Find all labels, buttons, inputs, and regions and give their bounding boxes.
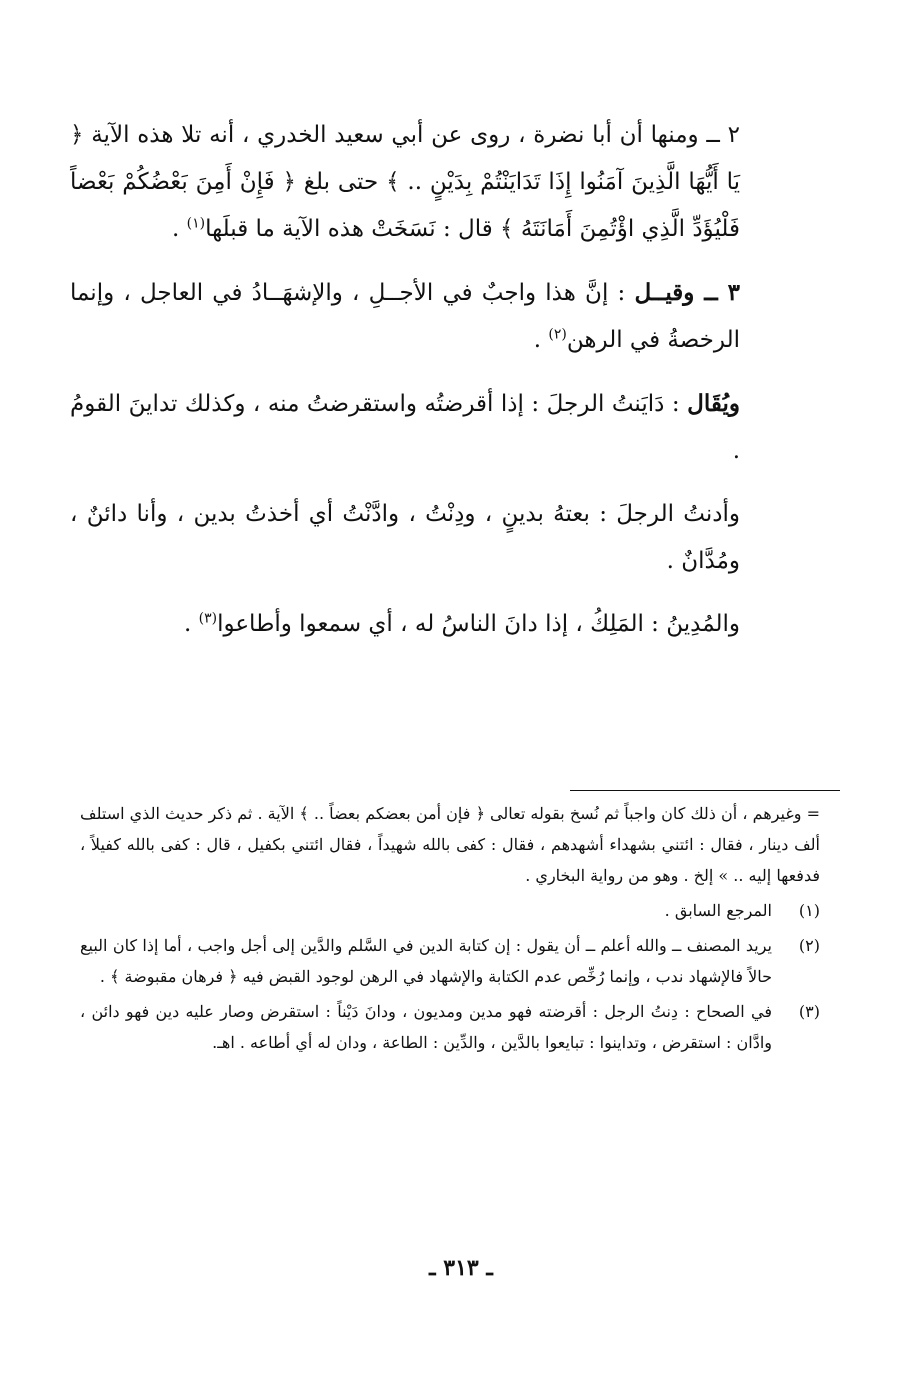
paragraph-yuqal <box>70 380 740 475</box>
footnote-number: (١) <box>798 901 820 920</box>
paragraph-lead: ويُقَال <box>687 390 740 417</box>
footnote-2 <box>80 930 820 992</box>
footnote-mark-3[interactable]: (٣) <box>198 610 218 627</box>
main-text <box>70 112 740 664</box>
paragraph-mudin <box>70 601 740 648</box>
paragraph-text: والمُدِينُ : المَلِكُ ، إذا دانَ الناسُ له ، أي سمعوا وأطاعوا <box>217 611 740 637</box>
paragraph-text: ٢ ــ ومنها أن أبا نضرة ، روى عن أبي سعيد الخدري ، أنه تلا هذه الآية ﴿ يَا أَيُّهَا الَّذِينَ آمَنُوا إِذَا تَدَايَنْتُمْ بِدَيْنٍ .. ﴾ حتى بلغ ﴿ فَإِنْ أَمِنَ بَعْضُكُمْ بَعْضاً فَلْيُؤَدِّ الَّذِي اؤْتُمِنَ أَمَانَتَهُ ﴾ قال : نَسَخَتْ هذه الآية ما قبلَها <box>70 122 740 242</box>
footnote-text: = وغيرهم ، أن ذلك كان واجباً ثم نُسخ بقوله تعالى ﴿ فإن أمن بعضكم بعضاً .. ﴾ الآية . ثم ذكر حديث الذي استلف ألف دينار ، فقال : ائتني بشهداء أشهدهم ، فقال : كفى بالله شهيداً ، فقال ائتني بكفيل ، قال : كفى بالله كفيلاً ، فدفعها إليه .. » إلخ . وهو من رواية البخاري . <box>80 804 820 885</box>
footnote-number: (٣) <box>798 1002 820 1021</box>
footnote-mark-1[interactable]: (١) <box>186 215 206 232</box>
paragraph-tail: . <box>533 327 549 353</box>
footnote-mark-2[interactable]: (٢) <box>548 326 567 343</box>
paragraph-text: : إنَّ هذا واجبٌ في الأجــلِ ، والإشهَــادُ في العاجل ، وإنما الرخصةُ في الرهن <box>70 280 740 353</box>
footnote-text: المرجع السابق . <box>664 901 772 920</box>
paragraph-tail: . <box>183 611 199 637</box>
footnote-text: في الصحاح : دِنتُ الرجل : أقرضته فهو مدين ومديون ، ودانَ دَيْناً : استقرض وصار عليه دين فهو دائن ، وادَّان : استقرض ، وتداينوا : تبايعوا بالدَّين ، والدِّين : الطاعة ، ودان له أي أطاعه . اهـ. <box>80 1002 772 1052</box>
footnote-1 <box>80 895 820 926</box>
footnote-text: يريد المصنف ــ والله أعلم ــ أن يقول : إن كتابة الدين في السَّلم والدَّين إلى أجل واجب ، أما إذا كان البيع حالاً فالإشهاد ندب ، وإنما رُخِّص عدم الكتابة والإشهاد في الرهن لوجود القبض فيه ﴿ فرهان مقبوضة ﴾ . <box>80 936 772 986</box>
footnotes <box>80 798 820 1062</box>
paragraph-tail: . <box>171 216 187 242</box>
paragraph-text: : دَايَنتُ الرجلَ : إذا أقرضتُه واستقرضتُ منه ، وكذلك تداينَ القومُ . <box>70 391 740 464</box>
footnote-3 <box>80 996 820 1058</box>
paragraph-lead: ٣ ــ وقيــل <box>634 279 740 306</box>
page-number: ـ ٣١٣ ـ <box>429 1255 493 1281</box>
footnote-number: (٢) <box>798 936 820 955</box>
footnote-continuation <box>80 798 820 891</box>
paragraph-adantu <box>70 491 740 585</box>
paragraph-2 <box>70 112 740 253</box>
paragraph-3 <box>70 269 740 364</box>
footnote-separator <box>570 790 840 791</box>
paragraph-text: وأدنتُ الرجلَ : بعتهُ بدينٍ ، ودِنْتُ ، وادَّنْتُ أي أخذتُ بدين ، وأنا دائنٌ ، ومُدَّانٌ . <box>70 501 740 574</box>
